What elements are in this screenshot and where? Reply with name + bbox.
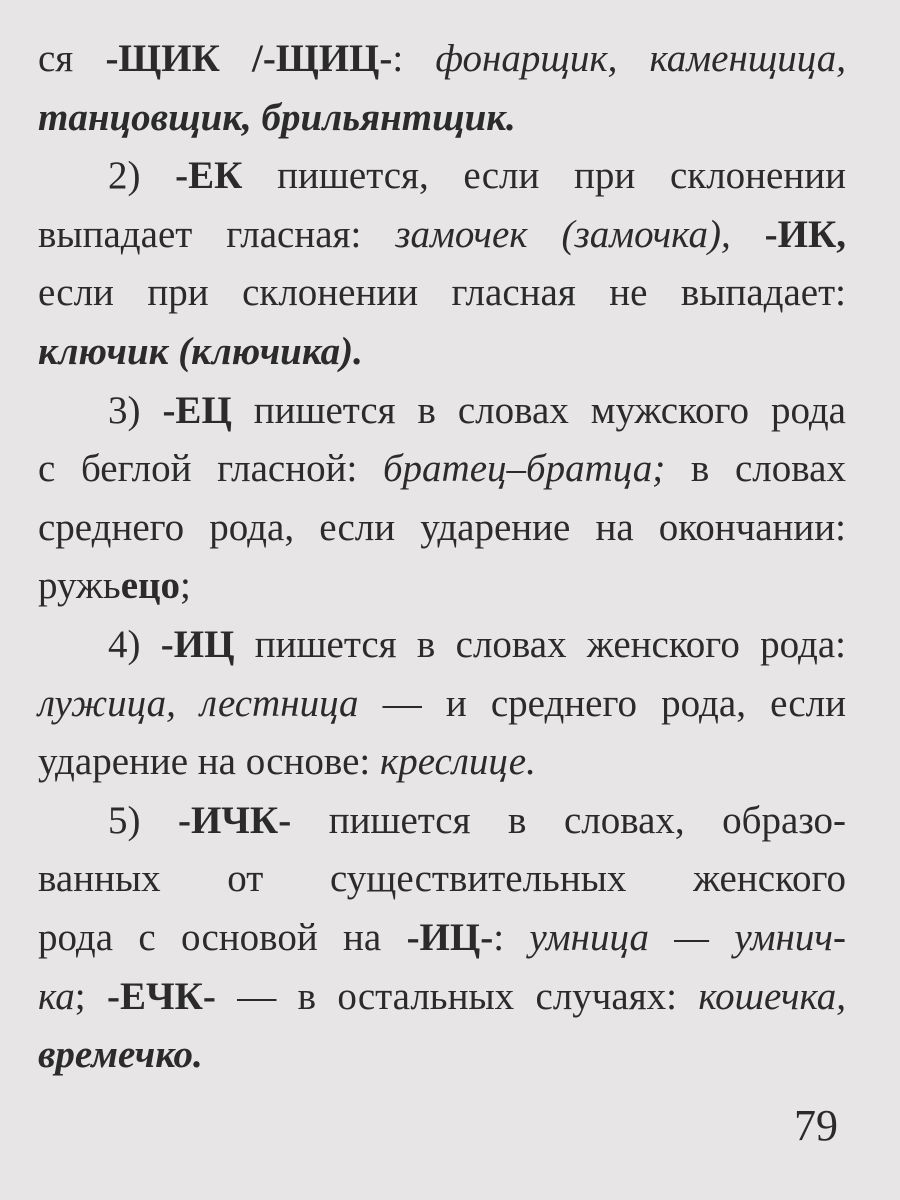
suffix-bold: -ИЧК- — [177, 798, 292, 842]
text: пишется в словах мужского рода — [231, 388, 846, 432]
suffix-bold: ецо — [120, 564, 180, 608]
text: ружь — [38, 564, 121, 608]
text: 2) — [108, 154, 176, 198]
text: ванных от существительных женского — [38, 857, 846, 901]
example-italic: лужица, лестница — [38, 681, 359, 725]
text-line — [38, 499, 846, 558]
text-line — [38, 147, 846, 206]
page-text — [38, 30, 846, 1085]
text-line — [38, 850, 846, 909]
text-line — [38, 382, 846, 441]
text: 5) — [108, 798, 178, 842]
text-line — [38, 264, 846, 323]
text-line — [38, 557, 846, 616]
page-number: 79 — [794, 1101, 838, 1150]
text: в словах — [665, 447, 846, 491]
text: с беглой гласной: — [38, 447, 383, 491]
example-italic: креслице. — [379, 740, 536, 784]
example-italic: братец–братца; — [382, 447, 666, 491]
example-italic: танцовщик, брильянтщик. — [38, 95, 516, 139]
text: 4) — [108, 622, 161, 666]
text-line — [38, 89, 846, 148]
text-line — [38, 968, 846, 1027]
text-line — [38, 440, 846, 499]
text-line — [38, 1026, 846, 1085]
text: среднего рода, если ударение на окончании: — [38, 505, 846, 549]
text: : — [392, 37, 436, 80]
text: рода с основой на — [38, 915, 407, 959]
suffix-bold: -ЕЦ — [162, 388, 232, 432]
text: : — [493, 915, 530, 959]
text-line — [38, 675, 846, 734]
text-line — [38, 206, 846, 265]
example-italic: фонарщик, каменщица, — [435, 37, 846, 80]
text-line — [38, 792, 846, 851]
text: пишется в словах, образо- — [291, 798, 846, 842]
example-italic: ключик (ключика). — [38, 329, 363, 373]
example-italic: ка — [38, 974, 75, 1018]
suffix-bold: -ИК, — [730, 212, 847, 256]
text: пишется, если при склонении — [242, 154, 846, 198]
example-italic: кошечка, — [698, 974, 846, 1018]
suffix-bold: -ИЦ — [160, 622, 235, 666]
text-line — [38, 323, 846, 382]
text: ; — [180, 564, 191, 608]
text: ; — [74, 974, 107, 1018]
text-line — [38, 909, 846, 968]
text-line — [38, 616, 846, 675]
suffix-bold: -ЕК — [175, 154, 243, 198]
text: — в остальных случаях: — [215, 974, 699, 1018]
text: — и среднего рода, если — [358, 681, 847, 725]
suffix-bold: -ИЦ- — [406, 915, 494, 959]
text-line — [38, 30, 846, 89]
text: выпадает гласная: — [38, 212, 396, 256]
text: ся — [38, 37, 106, 80]
text-line — [38, 733, 846, 792]
text: пишется в словах женского рода: — [234, 622, 846, 666]
text: ударение на основе: — [38, 740, 380, 784]
example-italic: времечко. — [38, 1033, 203, 1077]
suffix-bold: -ЕЧК- — [106, 974, 216, 1018]
example-italic: замочек (замочка), — [395, 212, 731, 256]
text: 3) — [108, 388, 163, 432]
text: если при склонении гласная не выпадает: — [38, 271, 846, 315]
example-italic: умница — умнич- — [529, 915, 846, 959]
suffix-bold: -ЩИК /-ЩИЦ- — [105, 37, 393, 80]
